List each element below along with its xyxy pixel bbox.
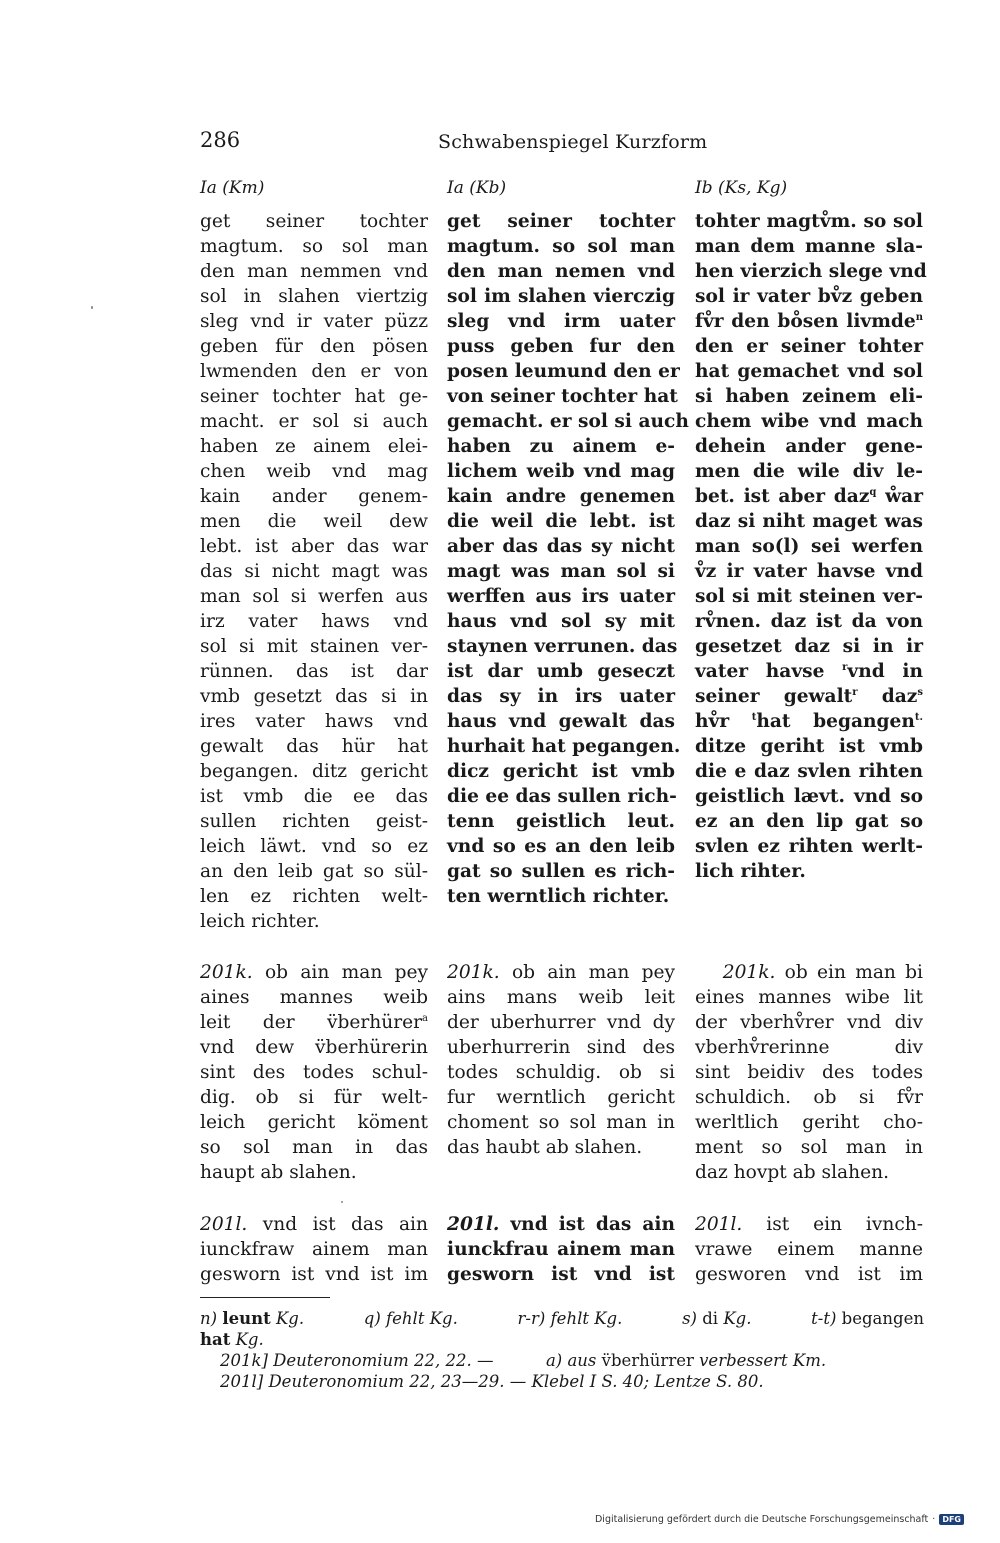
text-line: hat gemachet vnd sol [695, 361, 923, 382]
text-line: irz vater haws vnd [200, 611, 428, 632]
text-line: tohter magtv̊m. so sol [695, 211, 923, 232]
text-line: dicz gericht ist vmb [447, 761, 675, 782]
column-siglum-2: Ia (Kb) [447, 178, 507, 198]
text-line: gesworen vnd ist im [695, 1264, 923, 1285]
text-line: get seiner tochter [200, 211, 428, 232]
text-line: bet. ist aber daz$^q$ ẘar [695, 486, 923, 507]
text-line: dig. ob si für welt- [200, 1087, 428, 1108]
text-line: gat so sullen es rich- [447, 861, 675, 882]
column-siglum-1: Ia (Km) [200, 178, 265, 198]
text-line: macht. er sol si auch [200, 411, 428, 432]
text-line: ires vater haws vnd [200, 711, 428, 732]
text-line: 201l. ist ein ivnch- [695, 1214, 923, 1235]
text-line: svlen ez rihten werlt- [695, 836, 923, 857]
article-201k-ks-kg [695, 960, 923, 1185]
text-line: haus vnd sol sy mit [447, 611, 675, 632]
text-line: len ez richten welt- [200, 886, 428, 907]
text-line: seiner gewalt$^r$ daz$^s$ [695, 686, 923, 707]
text-line: vater havse $^r$vnd in [695, 661, 923, 682]
footnote-mark-t: t [751, 711, 757, 723]
text-line: die weil die lebt. ist [447, 511, 675, 532]
text-line: 201l. vnd ist das ain [200, 1214, 428, 1235]
article-label: 201l. [447, 1214, 500, 1235]
text-line: get seiner tochter [447, 211, 675, 232]
text-line: lich rihter. [695, 861, 806, 882]
text-line: werltlich geriht cho- [695, 1112, 923, 1133]
text-line: man so(l) sei werfen [695, 536, 923, 557]
text-line: si haben zeinem eli- [695, 386, 923, 407]
text-line: todes schuldig. ob si [447, 1062, 675, 1083]
text-line: eines mannes wibe lit [695, 987, 923, 1008]
text-line: haus vnd gewalt das [447, 711, 675, 732]
text-line: an den leib gat so sül- [200, 861, 428, 882]
text-line: lwmenden den er von [200, 361, 428, 382]
column-siglum-3: Ib (Ks, Kg) [695, 178, 788, 198]
text-line: geben für den pösen [200, 336, 428, 357]
text-line: leit der v̈berhürer$^a$ [200, 1012, 428, 1033]
running-title: Schwabenspiegel Kurzform [438, 131, 708, 153]
footnote-mark-r: r [842, 661, 848, 673]
text-line: von seiner tochter hat [447, 386, 678, 407]
dfg-logo-icon: DFG [939, 1514, 964, 1525]
footnote-s: s) di Kg. [682, 1309, 752, 1328]
article-label: 201l. [200, 1214, 248, 1235]
article-label: 201k. [722, 962, 776, 983]
text-line: sol si mit steinen ver- [695, 586, 923, 607]
text-line: die e daz svlen rihten [695, 761, 923, 782]
page-number: 286 [200, 128, 241, 152]
text-line: den man nemen vnd [447, 261, 675, 282]
footnote-q: q) fehlt Kg. [363, 1309, 458, 1328]
text-line: iunckfrau ainem man [447, 1239, 675, 1260]
text-line: sullen richten geist- [200, 811, 428, 832]
text-line: ist vmb die ee das [200, 786, 428, 807]
text-line: haben ze ainem elei- [200, 436, 428, 457]
footnote-n: n) leunt Kg. [200, 1309, 305, 1328]
footnotes-variants [200, 1308, 924, 1350]
text-line: sint des todes schul- [200, 1062, 428, 1083]
footnote-r: r-r) fehlt Kg. [517, 1309, 623, 1328]
footnote-mark-s: s [917, 686, 923, 698]
text-line: daz hovpt ab slahen. [695, 1162, 889, 1183]
text-line: der uberhurrer vnd dy [447, 1012, 675, 1033]
text-line: das si nicht magt was [200, 561, 428, 582]
text-line: werffen aus irs uater [447, 586, 675, 607]
text-line: gesworn ist vnd ist [447, 1264, 675, 1285]
text-line: puss geben fur den [447, 336, 675, 357]
text-line: seiner tochter hat ge- [200, 386, 428, 407]
text-line: geistlich lævt. vnd so [695, 786, 923, 807]
text-line: dehein ander gene- [695, 436, 923, 457]
footnote-201l-source: 201l] Deuteronomium 22, 23—29. — Klebel I S. 40; Lentze S. 80. [220, 1372, 764, 1391]
text-line: aines mannes weib [200, 987, 428, 1008]
text-line: schuldich. ob si fv̊r [695, 1087, 923, 1108]
text-line: sol si mit stainen ver- [200, 636, 428, 657]
text-line: men die wile div le- [695, 461, 923, 482]
text-line: magtum. so sol man [447, 236, 675, 257]
text-line: lichem weib vnd mag [447, 461, 675, 482]
print-speck [341, 1201, 343, 1203]
text-line: das sy in irs uater [447, 686, 675, 707]
article-201l-ks-kg [695, 1212, 923, 1287]
text-line: vberhv̊rerinne div [695, 1037, 923, 1058]
text-line: lebt. ist aber das war [200, 536, 428, 557]
footnote-rule [200, 1297, 330, 1298]
text-line: tenn geistlich leut. [447, 811, 675, 832]
text-column-km [200, 209, 428, 934]
article-201k-km [200, 960, 428, 1185]
text-line: fur werntlich gericht [447, 1087, 675, 1108]
footnote-mark-r: r [852, 686, 858, 698]
text-line: magt was man sol si [447, 561, 675, 582]
article-label: 201l. [695, 1214, 743, 1235]
article-201l-km [200, 1212, 428, 1287]
text-line: den er seiner tohter [695, 336, 923, 357]
text-line: iunckfraw ainem man [200, 1239, 428, 1260]
text-line: choment so sol man in [447, 1112, 675, 1133]
text-line: chem wibe vnd mach [695, 411, 923, 432]
footnote-t-continuation: hat Kg. [200, 1330, 264, 1349]
text-line: kain andre genemen [447, 486, 675, 507]
text-line: vnd dew v̈berhürerin [200, 1037, 428, 1058]
text-line: man sol si werfen aus [200, 586, 428, 607]
text-line: posen leumund den er [447, 361, 680, 382]
text-line: gewalt das hür hat [200, 736, 428, 757]
text-line: fv̊r den bo̊sen livmde$^n$ [695, 311, 923, 332]
text-line: 201k. ob ain man pey [447, 962, 675, 983]
text-line: vrawe einem manne [695, 1239, 923, 1260]
text-line: daz si niht maget was [695, 511, 923, 532]
text-line: den man nemmen vnd [200, 261, 428, 282]
text-line: sleg vnd ir vater püzz [200, 311, 428, 332]
text-line: hurhait hat pegangen. [447, 736, 681, 757]
text-line: ten werntlich richter. [447, 886, 670, 907]
text-line: so sol man in das [200, 1137, 428, 1158]
text-column-ks-kg [695, 209, 927, 884]
text-line: 201l. vnd ist das ain [447, 1214, 675, 1235]
text-line: uberhurrerin sind des [447, 1037, 675, 1058]
text-line: gemacht. er sol si auch [447, 411, 689, 432]
text-line: leich gericht köment [200, 1112, 428, 1133]
text-line: leich läwt. vnd so ez [200, 836, 428, 857]
text-line: sol ir vater bv̊z geben [695, 286, 923, 307]
text-line: man dem manne sla- [695, 236, 923, 257]
digitization-credit: Digitalisierung gefördert durch die Deutsche Forschungsgemeinschaft · DFG [595, 1514, 964, 1525]
text-line: chen weib vnd mag [200, 461, 428, 482]
text-line: die ee das sullen rich- [447, 786, 677, 807]
text-line: sint beidiv des todes [695, 1062, 923, 1083]
text-line: gesetzet daz si in ir [695, 636, 923, 657]
article-label: 201k. [200, 962, 253, 983]
text-line: rv̊nen. daz ist da von [695, 611, 923, 632]
footnote-mark-q: q [869, 486, 877, 498]
text-line: 201k. ob ein man bi [722, 962, 923, 983]
text-line: ez an den lip gat so [695, 811, 923, 832]
article-label: 201k. [447, 962, 500, 983]
text-line: der vberhv̊rer vnd div [695, 1012, 923, 1033]
text-line: magtum. so sol man [200, 236, 428, 257]
text-line: hv̊r $^t$hat begangen$^{t.}$ [695, 711, 923, 732]
text-line: men die weil dew [200, 511, 428, 532]
text-line: v̊z ir vater havse vnd [695, 561, 923, 582]
text-line: begangen. ditz gericht [200, 761, 428, 782]
text-line: sol im slahen vierczig [447, 286, 675, 307]
text-line: rünnen. das ist dar [200, 661, 428, 682]
text-column-kb [447, 209, 689, 909]
footnote-t: t-t) begangen [811, 1309, 924, 1328]
text-line: gesworn ist vnd ist im [200, 1264, 428, 1285]
text-line: sol in slahen viertzig [200, 286, 428, 307]
text-line: sleg vnd irm uater [447, 311, 675, 332]
text-line: vnd so es an den leib [447, 836, 675, 857]
text-line: hen vierzich slege vnd [695, 261, 927, 282]
text-line: staynen verrunen. das [447, 636, 678, 657]
text-line: ains mans weib leit [447, 987, 675, 1008]
article-201k-kb [447, 960, 675, 1160]
text-line: kain ander genem- [200, 486, 428, 507]
footnote-201k-source: 201k] Deuteronomium 22, 22. — a) aus v̈berhürrer verbessert Km. [220, 1351, 827, 1370]
credit-text: Digitalisierung gefördert durch die Deutsche Forschungsgemeinschaft [594, 1514, 929, 1525]
text-line: vmb gesetzt das si in [200, 686, 428, 707]
text-line: aber das das sy nicht [447, 536, 675, 557]
article-201l-kb [447, 1212, 675, 1287]
text-line: 201k. ob ain man pey [200, 962, 428, 983]
text-line: ment so sol man in [695, 1137, 923, 1158]
text-line: haben zu ainem e- [447, 436, 675, 457]
footnote-mark-t: t. [914, 711, 923, 723]
footnote-mark-n: n [915, 311, 923, 323]
footnote-mark-a: a [422, 1012, 428, 1024]
print-speck [91, 306, 93, 309]
text-line: das haubt ab slahen. [447, 1137, 643, 1158]
text-line: ditze geriht ist vmb [695, 736, 923, 757]
text-line: leich richter. [200, 911, 320, 932]
text-line: haupt ab slahen. [200, 1162, 357, 1183]
text-line: ist dar umb geseczt [447, 661, 675, 682]
